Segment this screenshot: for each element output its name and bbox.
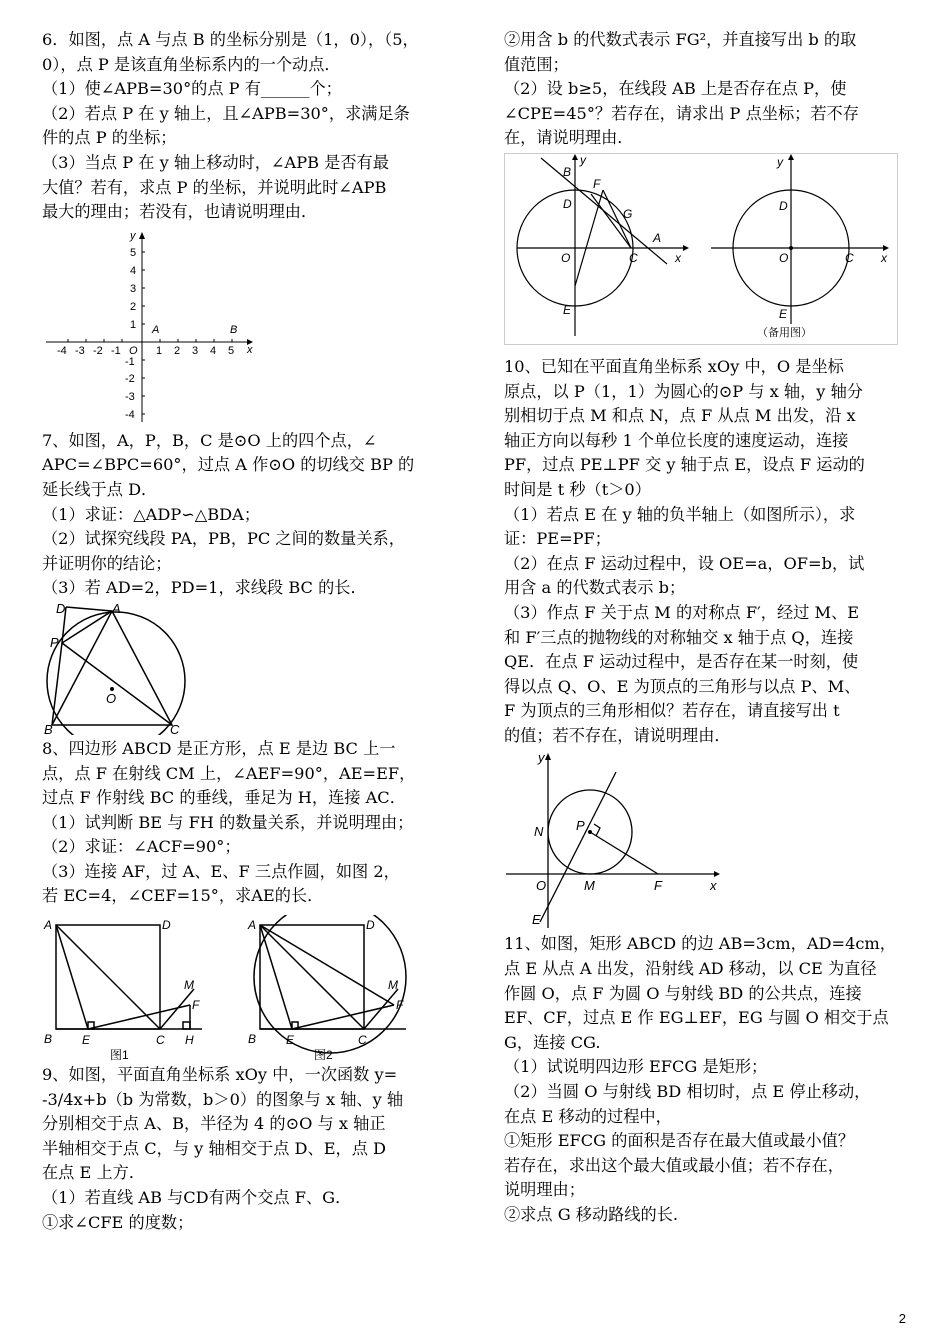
q6-line: 大值？若有，求点 P 的坐标，并说明此时∠APB bbox=[42, 177, 387, 197]
label-d: D bbox=[366, 918, 375, 933]
q9-line: ∠CPE=45°？若存在，请求出 P 点坐标；若不存 bbox=[504, 103, 859, 123]
q10-line: 10、已知在平面直角坐标系 xOy 中，O 是坐标 bbox=[504, 356, 844, 376]
x-tick-label: 5 bbox=[228, 344, 235, 357]
label-m: M bbox=[584, 878, 595, 894]
q8-figure-1 bbox=[42, 915, 212, 1063]
label-b: B bbox=[44, 1032, 53, 1047]
q6-line: 最大的理由；若没有，也请说明理由． bbox=[42, 202, 318, 222]
figure-caption: 图2 bbox=[314, 1048, 333, 1063]
q9-line: 值范围； bbox=[504, 54, 569, 74]
y-tick-label: 3 bbox=[130, 282, 137, 295]
label-x: x bbox=[710, 878, 717, 894]
question-11 bbox=[504, 932, 912, 1227]
y-tick-label: 1 bbox=[130, 318, 137, 331]
q9-line: 9、如图，平面直角坐标系 xOy 中，一次函数 y= bbox=[42, 1065, 398, 1085]
q8-line: 8、四边形 ABCD 是正方形，点 E 是边 BC 上一 bbox=[42, 738, 396, 758]
q11-line: （2）当圆 O 与射线 BD 相切时，点 E 停止移动， bbox=[504, 1082, 871, 1102]
x-tick-label: -3 bbox=[75, 344, 85, 357]
label-o: O bbox=[106, 690, 117, 706]
label-c: C bbox=[156, 1033, 165, 1048]
q10-line: （1）若点 E 在 y 轴的负半轴上（如图所示），求 bbox=[504, 504, 856, 524]
q11-line: 点 E 从点 A 出发，沿射线 AD 移动，以 CE 为直径 bbox=[504, 959, 877, 979]
y-tick-label: 4 bbox=[130, 264, 137, 277]
label-a: A bbox=[653, 230, 662, 245]
q11-line: （1）试说明四边形 EFCG 是矩形； bbox=[504, 1057, 768, 1077]
origin-label: O bbox=[129, 344, 138, 357]
q11-line: 11、如图，矩形 ABCD 的边 AB=3cm，AD=4cm， bbox=[504, 934, 896, 954]
label-b: B bbox=[248, 1032, 257, 1047]
x-tick-label: -1 bbox=[111, 344, 121, 357]
label-p: P bbox=[576, 818, 585, 834]
q11-line: 说明理由； bbox=[504, 1180, 585, 1200]
q8-line: （1）试判断 BE 与 FH 的数量关系，并说明理由； bbox=[42, 812, 414, 832]
label-c: C bbox=[358, 1033, 367, 1048]
label-h: H bbox=[185, 1033, 194, 1048]
question-10 bbox=[504, 355, 912, 749]
q9-line: 在点 E 上方． bbox=[42, 1163, 146, 1183]
figure-caption: 图1 bbox=[110, 1048, 129, 1063]
y-tick-label: -2 bbox=[125, 372, 135, 385]
q7-circle-figure bbox=[42, 603, 202, 735]
q8-line: （2）求证：∠ACF=90°； bbox=[42, 837, 241, 857]
point-b-label: B bbox=[230, 323, 238, 336]
question-9 bbox=[42, 1063, 450, 1235]
q9-line: （2）设 b≥5，在线段 AB 上是否存在点 P，使 bbox=[504, 79, 847, 99]
x-tick-label: -2 bbox=[93, 344, 103, 357]
q6-line: （1）使∠APB=30°的点 P 有______个； bbox=[42, 79, 342, 99]
label-n: N bbox=[534, 824, 544, 840]
question-6 bbox=[42, 28, 450, 225]
label-m: M bbox=[388, 978, 398, 993]
q10-line: 的值；若不存在，请说明理由． bbox=[504, 725, 731, 745]
label-e: E bbox=[532, 912, 541, 928]
q10-line: 别相切于点 M 和点 N，点 F 从点 M 出发，沿 x bbox=[504, 406, 856, 426]
q9-line: ①求∠CFE 的度数； bbox=[42, 1212, 194, 1232]
label-d: D bbox=[56, 602, 66, 616]
q10-line: QE．在点 F 运动过程中，是否存在某一时刻，使 bbox=[504, 652, 859, 672]
q10-line: F 为顶点的三角形相似？若存在，请直接写出 t bbox=[504, 701, 840, 721]
q10-line: 用含 a 的代数式表示 b； bbox=[504, 578, 686, 598]
q8-figures bbox=[42, 915, 450, 1063]
label-b: B bbox=[563, 164, 572, 179]
q6-line: （3）当点 P 在 y 轴上移动时，∠APB 是否有最 bbox=[42, 152, 389, 172]
spare-figure-caption: （备用图） bbox=[757, 326, 812, 339]
left-column bbox=[42, 28, 450, 1235]
q10-line: 和 F′三点的抛物线的对称轴交 x 轴于点 Q，连接 bbox=[504, 627, 854, 647]
q8-line: （3）连接 AF，过 A、E、F 三点作圆，如图 2， bbox=[42, 861, 400, 881]
q9-line: 在，请说明理由． bbox=[504, 128, 634, 148]
q8-line: 点，点 F 在射线 CM 上，∠AEF=90°，AE=EF， bbox=[42, 763, 416, 783]
question-9-continued bbox=[504, 28, 912, 151]
question-7 bbox=[42, 429, 450, 601]
q7-line: 7、如图，A，P，B，C 是⊙O 上的四个点，∠ bbox=[42, 430, 377, 450]
label-e: E bbox=[779, 306, 788, 321]
q11-line: ①矩形 EFCG 的面积是否存在最大值或最小值？ bbox=[504, 1131, 855, 1151]
q9-figures bbox=[504, 153, 898, 345]
q7-line: 并证明你的结论； bbox=[42, 553, 172, 573]
label-y: y bbox=[580, 152, 586, 167]
q6-coordinate-figure bbox=[42, 227, 262, 427]
q11-line: G，连接 CG. bbox=[504, 1032, 601, 1052]
q6-line: 件的点 P 的坐标； bbox=[42, 128, 177, 148]
q6-line: （2）若点 P 在 y 轴上，且∠APB=30°，求满足条 bbox=[42, 103, 410, 123]
q7-line: （1）求证：△ADP∽△BDA； bbox=[42, 504, 261, 524]
label-a: A bbox=[112, 602, 121, 616]
q10-line: （3）作点 F 关于点 M 的对称点 F′，经过 M、E bbox=[504, 602, 860, 622]
label-o: O bbox=[779, 250, 789, 265]
x-axis-label: x bbox=[247, 343, 253, 356]
label-f: F bbox=[593, 176, 601, 191]
label-y: y bbox=[777, 154, 783, 169]
q11-line: EF、CF，过点 E 作 EG⊥EF，EG 与圆 O 相交于点 bbox=[504, 1008, 889, 1028]
q10-line: （2）在点 F 运动过程中，设 OE=a，OF=b，试 bbox=[504, 553, 865, 573]
y-tick-label: -1 bbox=[125, 355, 135, 368]
label-e: E bbox=[563, 302, 572, 317]
q8-line: 若 EC=4，∠CEF=15°，求AE的长． bbox=[42, 886, 324, 906]
label-c: C bbox=[170, 721, 180, 735]
label-c: C bbox=[629, 250, 638, 265]
x-tick-label: 4 bbox=[210, 344, 217, 357]
page-number: 2 bbox=[898, 1311, 906, 1326]
label-m: M bbox=[184, 978, 194, 993]
label-g: G bbox=[623, 206, 633, 221]
label-d: D bbox=[162, 918, 171, 933]
label-o: O bbox=[536, 878, 547, 894]
label-d: D bbox=[779, 198, 788, 213]
q10-line: 得以点 Q、O、E 为顶点的三角形与以点 P、M、 bbox=[504, 676, 861, 696]
label-c: C bbox=[845, 250, 854, 265]
q11-line: 若存在，求出这个最大值或最小值；若不存在， bbox=[504, 1155, 844, 1175]
q11-line: 在点 E 移动的过程中， bbox=[504, 1106, 672, 1126]
label-e: E bbox=[82, 1033, 91, 1048]
x-tick-label: 1 bbox=[156, 344, 163, 357]
label-x: x bbox=[881, 250, 887, 265]
x-tick-label: -4 bbox=[57, 344, 67, 357]
label-y: y bbox=[538, 750, 545, 766]
label-b: B bbox=[44, 721, 53, 735]
q7-line: APC=∠BPC=60°，过点 A 作⊙O 的切线交 BP 的 bbox=[42, 455, 415, 475]
q6-line: 0），点 P 是该直角坐标系内的一个动点． bbox=[42, 54, 341, 74]
q8-line: 过点 F 作射线 BC 的垂线，垂足为 H，连接 AC． bbox=[42, 788, 406, 808]
x-tick-label: 3 bbox=[192, 344, 199, 357]
q7-line: （2）试探究线段 PA，PB，PC 之间的数量关系， bbox=[42, 529, 405, 549]
label-d: D bbox=[563, 196, 572, 211]
x-tick-label: 2 bbox=[174, 344, 181, 357]
point-a-label: A bbox=[152, 323, 160, 336]
y-tick-label: 5 bbox=[130, 246, 137, 259]
label-e: E bbox=[286, 1033, 295, 1048]
q7-line: 延长线于点 D． bbox=[42, 479, 158, 499]
q9-line: 分别相交于点 A、B，半径为 4 的⊙O 与 x 轴正 bbox=[42, 1114, 386, 1134]
label-a: A bbox=[248, 918, 257, 933]
q9-line: -3/4x+b（b 为常数，b＞0）的图象与 x 轴、y 轴 bbox=[42, 1089, 404, 1109]
label-x: x bbox=[675, 250, 681, 265]
label-f: F bbox=[396, 998, 404, 1013]
q9-line: （1）若直线 AB 与CD有两个交点 F、G． bbox=[42, 1188, 352, 1208]
q6-line: 6．如图，点 A 与点 B 的坐标分别是（1，0），（5， bbox=[42, 30, 419, 49]
q11-line: ②求点 G 移动路线的长. bbox=[504, 1205, 679, 1224]
label-f: F bbox=[192, 998, 200, 1013]
label-p: P bbox=[50, 634, 59, 650]
q10-line: PF，过点 PE⊥PF 交 y 轴于点 E，设点 F 运动的 bbox=[504, 455, 865, 475]
question-8 bbox=[42, 737, 450, 909]
label-o: O bbox=[561, 250, 571, 265]
y-tick-label: 2 bbox=[130, 300, 137, 313]
q11-line: 作圆 O，点 F 为圆 O 与射线 BD 的公共点，连接 bbox=[504, 983, 862, 1003]
q7-line: （3）若 AD=2，PD=1，求线段 BC 的长． bbox=[42, 578, 367, 598]
y-tick-label: -3 bbox=[125, 390, 135, 403]
q10-line: 原点，以 P（1，1）为圆心的⊙P 与 x 轴，y 轴分 bbox=[504, 381, 863, 401]
label-a: A bbox=[44, 918, 53, 933]
q9-line: 半轴相交于点 C，与 y 轴相交于点 D、E，点 D bbox=[42, 1138, 387, 1158]
q10-line: 时间是 t 秒（t＞0） bbox=[504, 479, 651, 499]
y-tick-label: -4 bbox=[125, 408, 135, 421]
label-f: F bbox=[654, 878, 662, 894]
q8-figure-2 bbox=[238, 915, 418, 1063]
q10-figure bbox=[504, 750, 734, 930]
right-column bbox=[504, 28, 912, 1228]
q9-line: ②用含 b 的代数式表示 FG²，并直接写出 b 的取 bbox=[504, 30, 857, 49]
q10-line: 证：PE=PF； bbox=[504, 529, 611, 549]
y-axis-label: y bbox=[130, 229, 136, 242]
q10-line: 轴正方向以每秒 1 个单位长度的速度运动，连接 bbox=[504, 430, 849, 450]
